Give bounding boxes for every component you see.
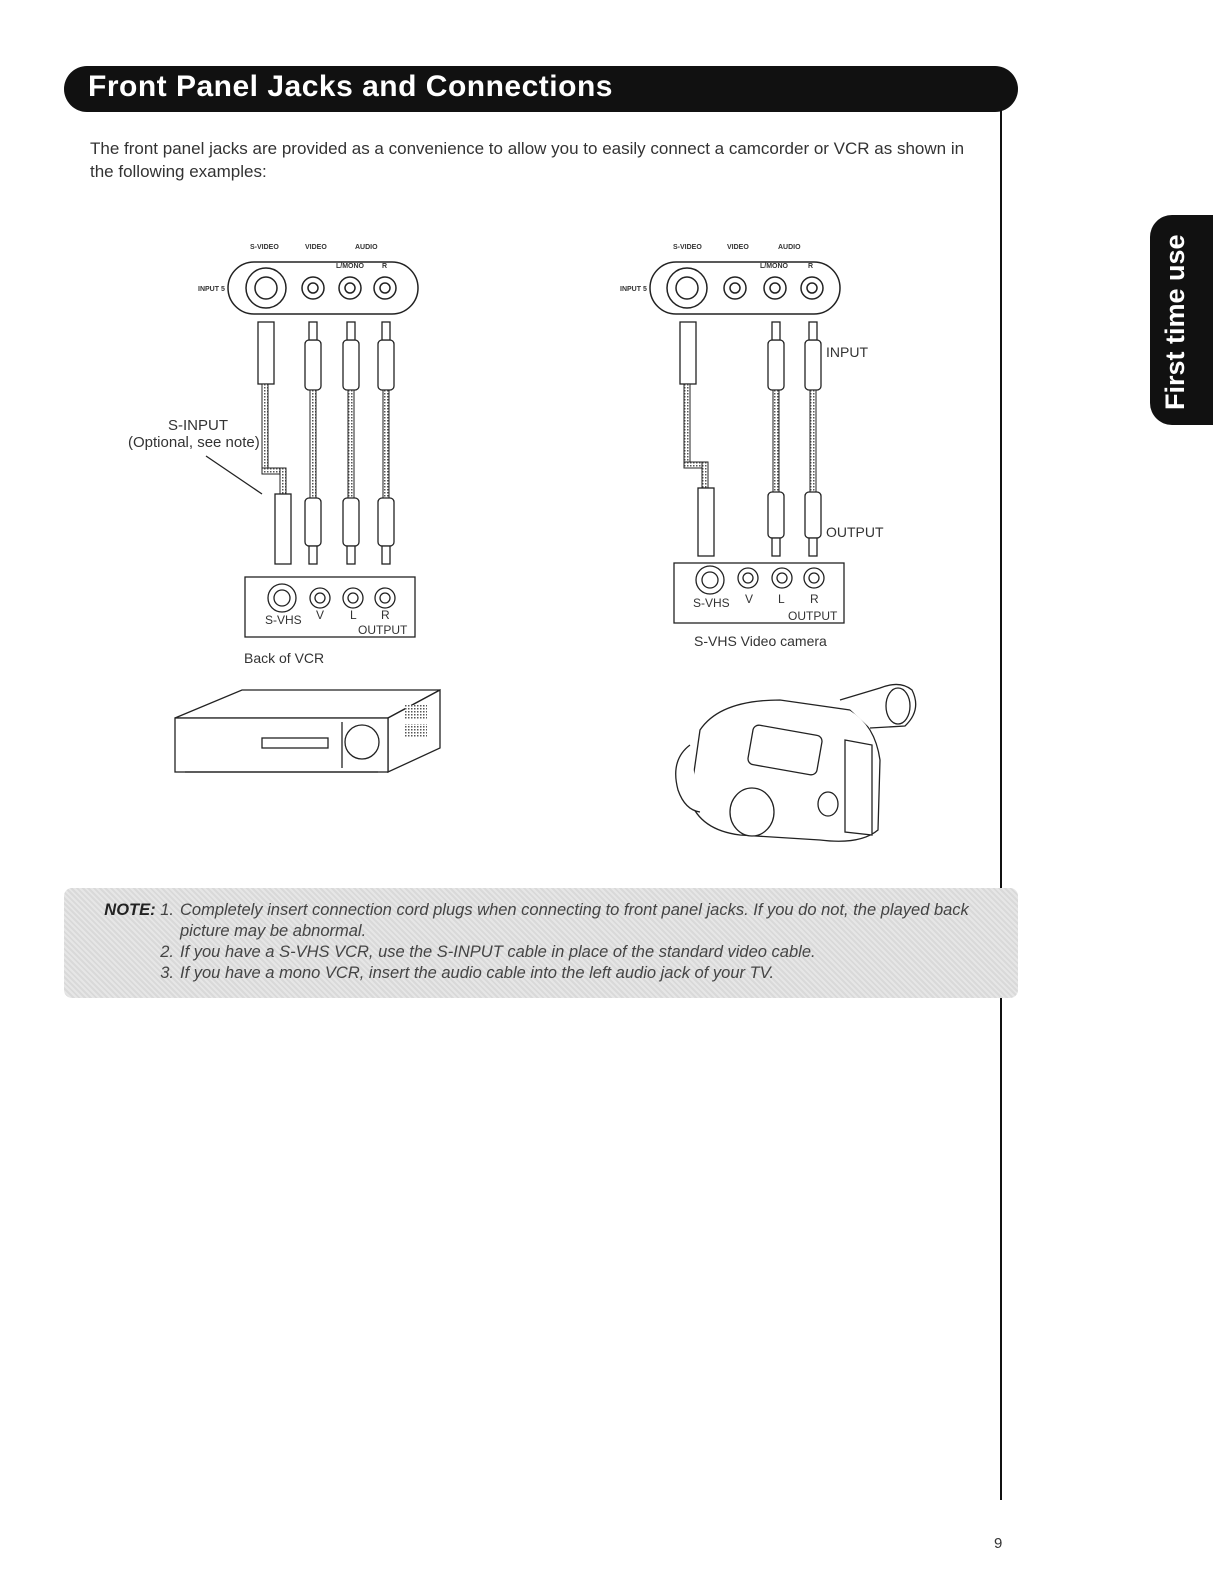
right-jack-v: V bbox=[745, 592, 754, 606]
note-item-2-text: If you have a S-VHS VCR, use the S-INPUT cable in place of the standard video cable. bbox=[180, 943, 816, 961]
side-tab-label: First time use bbox=[1160, 234, 1190, 410]
right-bottom-plugs bbox=[698, 488, 821, 556]
right-cables bbox=[684, 384, 816, 492]
connection-diagram bbox=[0, 0, 1000, 880]
vcr-illustration bbox=[175, 690, 440, 772]
note-heading: NOTE: bbox=[104, 901, 156, 919]
right-panel-input-label: INPUT 5 bbox=[620, 286, 647, 293]
left-callout-optional: (Optional, see note) bbox=[128, 434, 260, 451]
left-panel-label-audio: AUDIO bbox=[355, 244, 378, 251]
left-panel-label-r: R bbox=[382, 263, 388, 270]
left-caption: Back of VCR bbox=[244, 650, 325, 666]
camcorder-illustration bbox=[676, 684, 916, 841]
left-jack-r: R bbox=[381, 608, 390, 622]
left-panel-input-label: INPUT 5 bbox=[198, 286, 225, 293]
note-item-2-num: 2. bbox=[160, 943, 174, 961]
right-jack-r: R bbox=[810, 592, 819, 606]
left-bottom-plugs bbox=[275, 494, 394, 564]
right-input-callout: INPUT bbox=[826, 344, 868, 360]
right-rule bbox=[1000, 100, 1002, 1500]
right-panel-label-audio: AUDIO bbox=[778, 244, 801, 251]
right-panel-label-lmono: L/MONO bbox=[760, 263, 788, 270]
right-jack-svhs: S-VHS bbox=[693, 596, 730, 610]
note-item-1-text: Completely insert connection cord plugs when connecting to front panel jacks. If you do not, the played back picture may be abnormal. bbox=[180, 901, 969, 940]
note-item-3-text: If you have a mono VCR, insert the audio cable into the left audio jack of your TV. bbox=[180, 964, 775, 982]
left-output-label: OUTPUT bbox=[358, 623, 408, 637]
right-output-callout: OUTPUT bbox=[826, 524, 884, 540]
note-item-2 bbox=[88, 942, 988, 963]
right-jack-l: L bbox=[778, 592, 785, 606]
left-panel-label-svideo: S-VIDEO bbox=[250, 244, 279, 251]
left-panel-label-video: VIDEO bbox=[305, 244, 327, 251]
right-top-plugs bbox=[680, 322, 821, 390]
page-title: Front Panel Jacks and Connections bbox=[88, 70, 613, 103]
left-jack-l: L bbox=[350, 608, 357, 622]
right-panel-label-svideo: S-VIDEO bbox=[673, 244, 702, 251]
page-number: 9 bbox=[994, 1535, 1003, 1552]
left-tv-panel bbox=[228, 262, 418, 314]
right-caption: S-VHS Video camera bbox=[694, 633, 827, 649]
right-panel-label-video: VIDEO bbox=[727, 244, 749, 251]
left-jack-v: V bbox=[316, 608, 325, 622]
right-panel-label-r: R bbox=[808, 263, 814, 270]
left-callout-sinput: S-INPUT bbox=[168, 417, 228, 434]
note-item-3-num: 3. bbox=[160, 964, 174, 982]
note-item-3 bbox=[88, 963, 988, 984]
right-output-label: OUTPUT bbox=[788, 609, 838, 623]
left-top-plugs bbox=[258, 322, 394, 390]
intro-paragraph: The front panel jacks are provided as a convenience to allow you to easily connect a camcorder or VCR as shown in the following examples: bbox=[90, 139, 965, 181]
note-item-1-num: 1. bbox=[160, 901, 174, 919]
left-panel-label-lmono: L/MONO bbox=[336, 263, 364, 270]
left-cables bbox=[262, 384, 389, 498]
note bbox=[88, 900, 988, 984]
left-jack-svhs: S-VHS bbox=[265, 613, 302, 627]
note-item-1 bbox=[88, 900, 988, 942]
